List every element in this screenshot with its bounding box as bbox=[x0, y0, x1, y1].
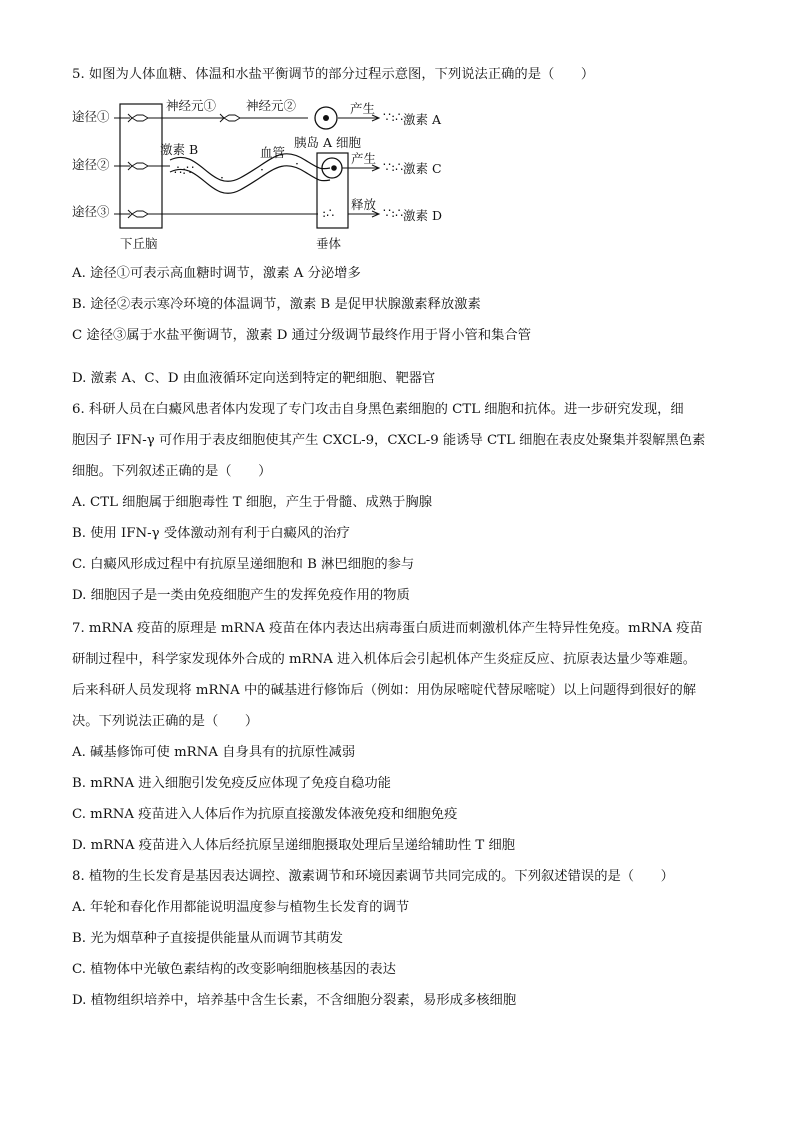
path1-label: 途径① bbox=[72, 109, 110, 124]
svg-text::∴: :∴ bbox=[322, 205, 335, 220]
svg-text:∵:∴: ∵:∴ bbox=[383, 159, 404, 174]
pituitary-label: 垂体 bbox=[316, 236, 342, 251]
hormone-c-label: 激素 C bbox=[403, 161, 442, 176]
q8-option-c: C. 植物体中光敏色素结构的改变影响细胞核基因的表达 bbox=[72, 962, 396, 977]
islet-a-cell-label: 胰岛 A 细胞 bbox=[294, 135, 361, 150]
produce2-label: 产生 bbox=[351, 151, 377, 166]
svg-text:·: · bbox=[295, 156, 299, 171]
q7-stem-line-1: 7. mRNA 疫苗的原理是 mRNA 疫苗在体内表达出病毒蛋白质进而刺激机体产生特异性免疫。mRNA 疫苗 bbox=[72, 621, 703, 636]
q6-stem-line-3: 细胞。下列叙述正确的是（ ） bbox=[72, 464, 272, 479]
neuron-cell-icon bbox=[128, 162, 148, 170]
blood-vessel-label: 血管 bbox=[260, 145, 286, 160]
q6-stem-line-2: 胞因子 IFN-γ 可作用于表皮细胞使其产生 CXCL-9，CXCL-9 能诱导 CTL 细胞在表皮处聚集并裂解黑色素 bbox=[72, 433, 706, 448]
neuron2-label: 神经元② bbox=[246, 98, 297, 113]
q5-stem: 5. 如图为人体血糖、体温和水盐平衡调节的部分过程示意图，下列说法正确的是（ ） bbox=[72, 67, 595, 82]
neuron-cell-icon bbox=[128, 210, 148, 218]
q6-option-c: C. 白癜风形成过程中有抗原呈递细胞和 B 淋巴细胞的参与 bbox=[72, 557, 415, 572]
neuron1-label: 神经元① bbox=[166, 98, 217, 113]
hormone-b-label: 激素 B bbox=[160, 142, 199, 157]
q7-option-a: A. 碱基修饰可使 mRNA 自身具有的抗原性减弱 bbox=[72, 745, 356, 760]
svg-text:·: · bbox=[220, 170, 224, 185]
q7-stem-line-4: 决。下列说法正确的是（ ） bbox=[72, 714, 259, 729]
q8-option-d: D. 植物组织培养中，培养基中含生长素，不含细胞分裂素，易形成多核细胞 bbox=[72, 993, 517, 1008]
neuron-cell-icon bbox=[128, 114, 148, 122]
hormone-d-label: 激素 D bbox=[403, 208, 442, 223]
svg-text:∵:∴: ∵:∴ bbox=[383, 205, 404, 220]
q8-option-a: A. 年轮和春化作用都能说明温度参与植物生长发育的调节 bbox=[72, 900, 410, 915]
q5-option-c: C 途径③属于水盐平衡调节，激素 D 通过分级调节最终作用于肾小管和集合管 bbox=[72, 328, 532, 343]
q7-option-d: D. mRNA 疫苗进入人体后经抗原呈递细胞摄取处理后呈递给辅助性 T 细胞 bbox=[72, 838, 516, 853]
q7-option-b: B. mRNA 进入细胞引发免疫反应体现了免疫自稳功能 bbox=[72, 776, 391, 791]
hormone-a-label: 激素 A bbox=[403, 112, 442, 127]
hypothalamus-label: 下丘脑 bbox=[120, 236, 158, 251]
q8-stem: 8. 植物的生长发育是基因表达调控、激素调节和环境因素调节共同完成的。下列叙述错误的是（ ） bbox=[72, 869, 674, 884]
svg-text:·: · bbox=[260, 162, 264, 177]
q8-option-b: B. 光为烟草种子直接提供能量从而调节其萌发 bbox=[72, 931, 343, 946]
q5-option-d: D. 激素 A、C、D 由血液循环定向送到特定的靶细胞、靶器官 bbox=[72, 371, 436, 386]
q6-option-a: A. CTL 细胞属于细胞毒性 T 细胞，产生于骨髓、成熟于胸腺 bbox=[72, 495, 433, 510]
regulation-diagram bbox=[70, 96, 470, 258]
path2-label: 途径② bbox=[72, 157, 110, 172]
svg-text:∴:∵: ∴:∵ bbox=[174, 162, 195, 177]
q6-option-b: B. 使用 IFN-γ 受体激动剂有利于白癜风的治疗 bbox=[72, 526, 350, 541]
svg-text:∵:∴: ∵:∴ bbox=[383, 109, 404, 124]
q5-option-b: B. 途径②表示寒冷环境的体温调节，激素 B 是促甲状腺激素释放激素 bbox=[72, 297, 481, 312]
q7-stem-line-2: 研制过程中，科学家发现体外合成的 mRNA 进入机体后会引起机体产生炎症反应、抗原表达量少等难题。 bbox=[72, 652, 697, 667]
q7-stem-line-3: 后来科研人员发现将 mRNA 中的碱基进行修饰后（例如：用伪尿嘧啶代替尿嘧啶）以上问题得到很好的解 bbox=[72, 683, 697, 698]
produce1-label: 产生 bbox=[350, 101, 376, 116]
release-label: 释放 bbox=[351, 197, 377, 212]
q6-stem-line-1: 6. 科研人员在白癜风患者体内发现了专门攻击自身黑色素细胞的 CTL 细胞和抗体。进一步研究发现，细 bbox=[72, 402, 684, 417]
q6-option-d: D. 细胞因子是一类由免疫细胞产生的发挥免疫作用的物质 bbox=[72, 588, 410, 603]
path3-label: 途径③ bbox=[72, 204, 110, 219]
q7-option-c: C. mRNA 疫苗进入人体后作为抗原直接激发体液免疫和细胞免疫 bbox=[72, 807, 458, 822]
q5-option-a: A. 途径①可表示高血糖时调节，激素 A 分泌增多 bbox=[72, 266, 361, 281]
